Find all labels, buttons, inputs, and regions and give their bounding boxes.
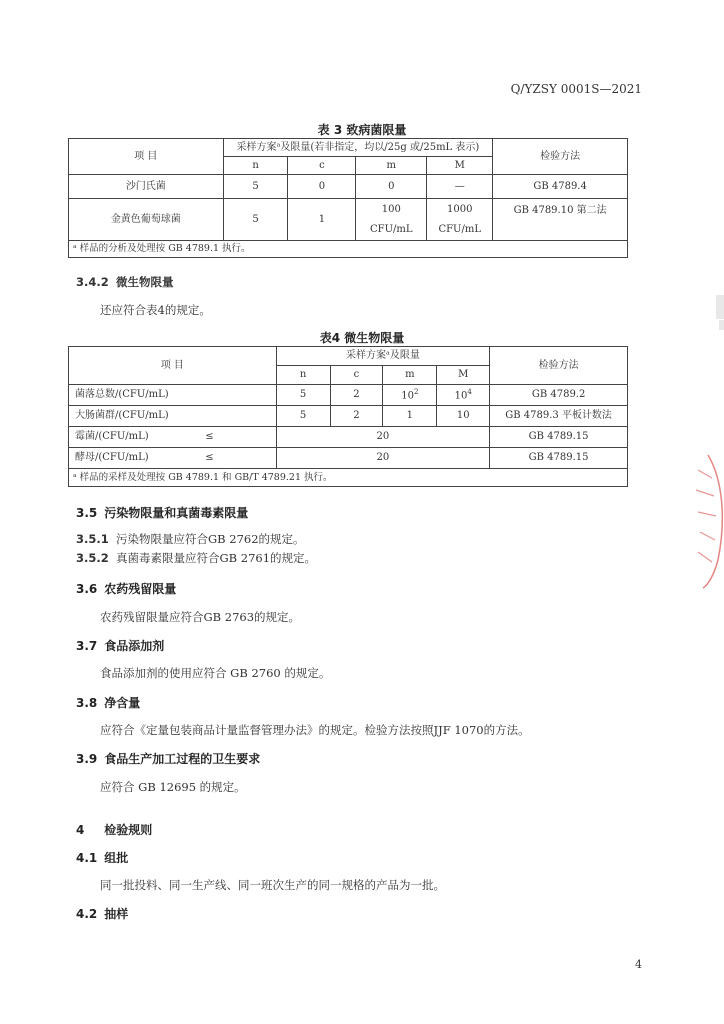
table-cell: 1	[383, 406, 437, 427]
section-4-2-heading	[76, 905, 128, 922]
table-row	[69, 385, 628, 406]
table3-header-n: n	[223, 157, 288, 175]
table4-header-plan: 采样方案ᵃ及限量	[276, 347, 490, 366]
table-row	[69, 427, 628, 448]
table4-title: 表4 微生物限量	[319, 331, 405, 345]
cell-value: 100	[381, 203, 401, 215]
table-row	[69, 175, 628, 199]
section-3-8-heading	[76, 694, 140, 711]
section-3-4-2-text: 还应符合表4的规定。	[100, 303, 211, 317]
section-4-1-heading	[76, 849, 128, 866]
table-cell: GB 4789.2	[490, 385, 628, 406]
section-number: 3.5.2	[76, 551, 109, 565]
table-cell: GB 4789.15	[490, 448, 628, 469]
table4-header-c: c	[330, 366, 383, 385]
section-text: 真菌毒素限量应符合GB 2761的规定。	[116, 551, 317, 565]
table-cell: 酵母/(CFU/mL) ≤	[69, 448, 277, 469]
cell-unit: CFU/mL	[438, 223, 481, 235]
section-3-9-text: 应符合 GB 12695 的规定。	[100, 780, 246, 794]
table-cell: 5	[276, 385, 330, 406]
section-3-8-text: 应符合《定量包装商品计量监督管理办法》的规定。检验方法按照JJF 1070的方法。	[100, 723, 530, 737]
section-number: 4.1	[76, 851, 98, 865]
table-cell: 1	[288, 199, 356, 241]
table-cell: GB 4789.15	[490, 427, 628, 448]
table-cell: GB 4789.4	[493, 175, 628, 199]
table3-title: 表 3 致病菌限量	[317, 123, 407, 137]
table-cell: 20	[276, 427, 490, 448]
section-title: 净含量	[104, 696, 141, 710]
page-edge-mark	[719, 320, 724, 330]
table3-header-c: c	[288, 157, 356, 175]
table-row	[69, 448, 628, 469]
table-cell: 2	[330, 406, 383, 427]
section-number: 3.7	[76, 639, 98, 653]
section-number: 3.5.1	[76, 532, 109, 546]
table-cell: GB 4789.10 第二法	[493, 199, 628, 241]
table3-header-M: M	[427, 157, 493, 175]
table4-header-M: M	[437, 366, 490, 385]
section-3-5-1	[76, 531, 305, 547]
section-3-4-2	[76, 274, 174, 290]
section-number: 3.4.2	[76, 275, 109, 289]
table-cell: —	[427, 175, 493, 199]
section-3-7-text: 食品添加剂的使用应符合 GB 2760 的规定。	[100, 666, 331, 680]
table3-header-m: m	[356, 157, 427, 175]
section-number: 3.8	[76, 696, 98, 710]
table-cell: 大肠菌群/(CFU/mL)	[69, 406, 277, 427]
section-title: 抽样	[104, 907, 129, 921]
table4-header-item: 项 目	[69, 347, 277, 385]
table4	[68, 346, 628, 487]
table-cell: 菌落总数/(CFU/mL)	[69, 385, 277, 406]
table-cell: GB 4789.3 平板计数法	[490, 406, 628, 427]
table-cell: $10^2$	[383, 385, 437, 406]
section-4-1-text: 同一批投料、同一生产线、同一班次生产的同一规格的产品为一批。	[100, 878, 445, 892]
seal-stamp-fragment	[668, 450, 724, 590]
table3	[68, 138, 628, 258]
section-number: 4.2	[76, 907, 98, 921]
section-3-6-text: 农药残留限量应符合GB 2763的规定。	[100, 610, 301, 624]
table-cell: 0	[288, 175, 356, 199]
table3-header-method: 检验方法	[493, 139, 628, 175]
table-row	[69, 199, 628, 241]
section-number: 4	[76, 823, 85, 837]
section-3-5-heading	[76, 504, 248, 521]
section-number: 3.9	[76, 752, 98, 766]
table-cell: 10	[437, 406, 490, 427]
table-cell: 沙门氏菌	[69, 175, 224, 199]
section-3-7-heading	[76, 637, 164, 654]
table-cell: 2	[330, 385, 383, 406]
section-3-5-2	[76, 550, 316, 566]
section-title: 检验规则	[104, 823, 153, 837]
table-cell: 0	[356, 175, 427, 199]
table-cell: 5	[223, 199, 288, 241]
table-cell: 20	[276, 448, 490, 469]
section-title: 食品生产加工过程的卫生要求	[104, 752, 261, 766]
page-number: 4	[635, 958, 642, 971]
section-title: 污染物限量和真菌毒素限量	[104, 506, 249, 520]
section-number: 3.6	[76, 582, 98, 596]
section-title: 组批	[104, 851, 129, 865]
cell-unit: CFU/mL	[370, 223, 413, 235]
table-cell: 霉菌/(CFU/mL) ≤	[69, 427, 277, 448]
section-title: 食品添加剂	[104, 639, 165, 653]
section-number: 3.5	[76, 506, 98, 520]
section-3-6-heading	[76, 580, 176, 597]
table-cell: $10^4$	[437, 385, 490, 406]
table4-note: ᵃ 样品的采样及处理按 GB 4789.1 和 GB/T 4789.21 执行。	[69, 469, 628, 487]
table-cell: 金黄色葡萄球菌	[69, 199, 224, 241]
table4-header-n: n	[276, 366, 330, 385]
table-cell	[356, 199, 427, 241]
table3-header-item: 项 目	[69, 139, 224, 175]
section-4-heading	[76, 821, 152, 838]
table-row	[69, 406, 628, 427]
section-title: 微生物限量	[116, 275, 174, 289]
table3-header-plan: 采样方案ᵃ及限量(若非指定，均以/25g 或/25mL 表示)	[223, 139, 493, 157]
table4-header-method: 检验方法	[490, 347, 628, 385]
page-edge-mark	[716, 295, 724, 319]
table4-header-m: m	[383, 366, 437, 385]
cell-value: 1000	[447, 203, 473, 215]
section-title: 农药残留限量	[104, 582, 177, 596]
table3-note: ᵃ 样品的分析及处理按 GB 4789.1 执行。	[69, 241, 628, 258]
table-cell: 5	[223, 175, 288, 199]
standard-code: Q/YZSY 0001S—2021	[510, 82, 642, 96]
table-cell	[427, 199, 493, 241]
table-cell: 5	[276, 406, 330, 427]
section-text: 污染物限量应符合GB 2762的规定。	[116, 532, 305, 546]
section-3-9-heading	[76, 750, 260, 767]
